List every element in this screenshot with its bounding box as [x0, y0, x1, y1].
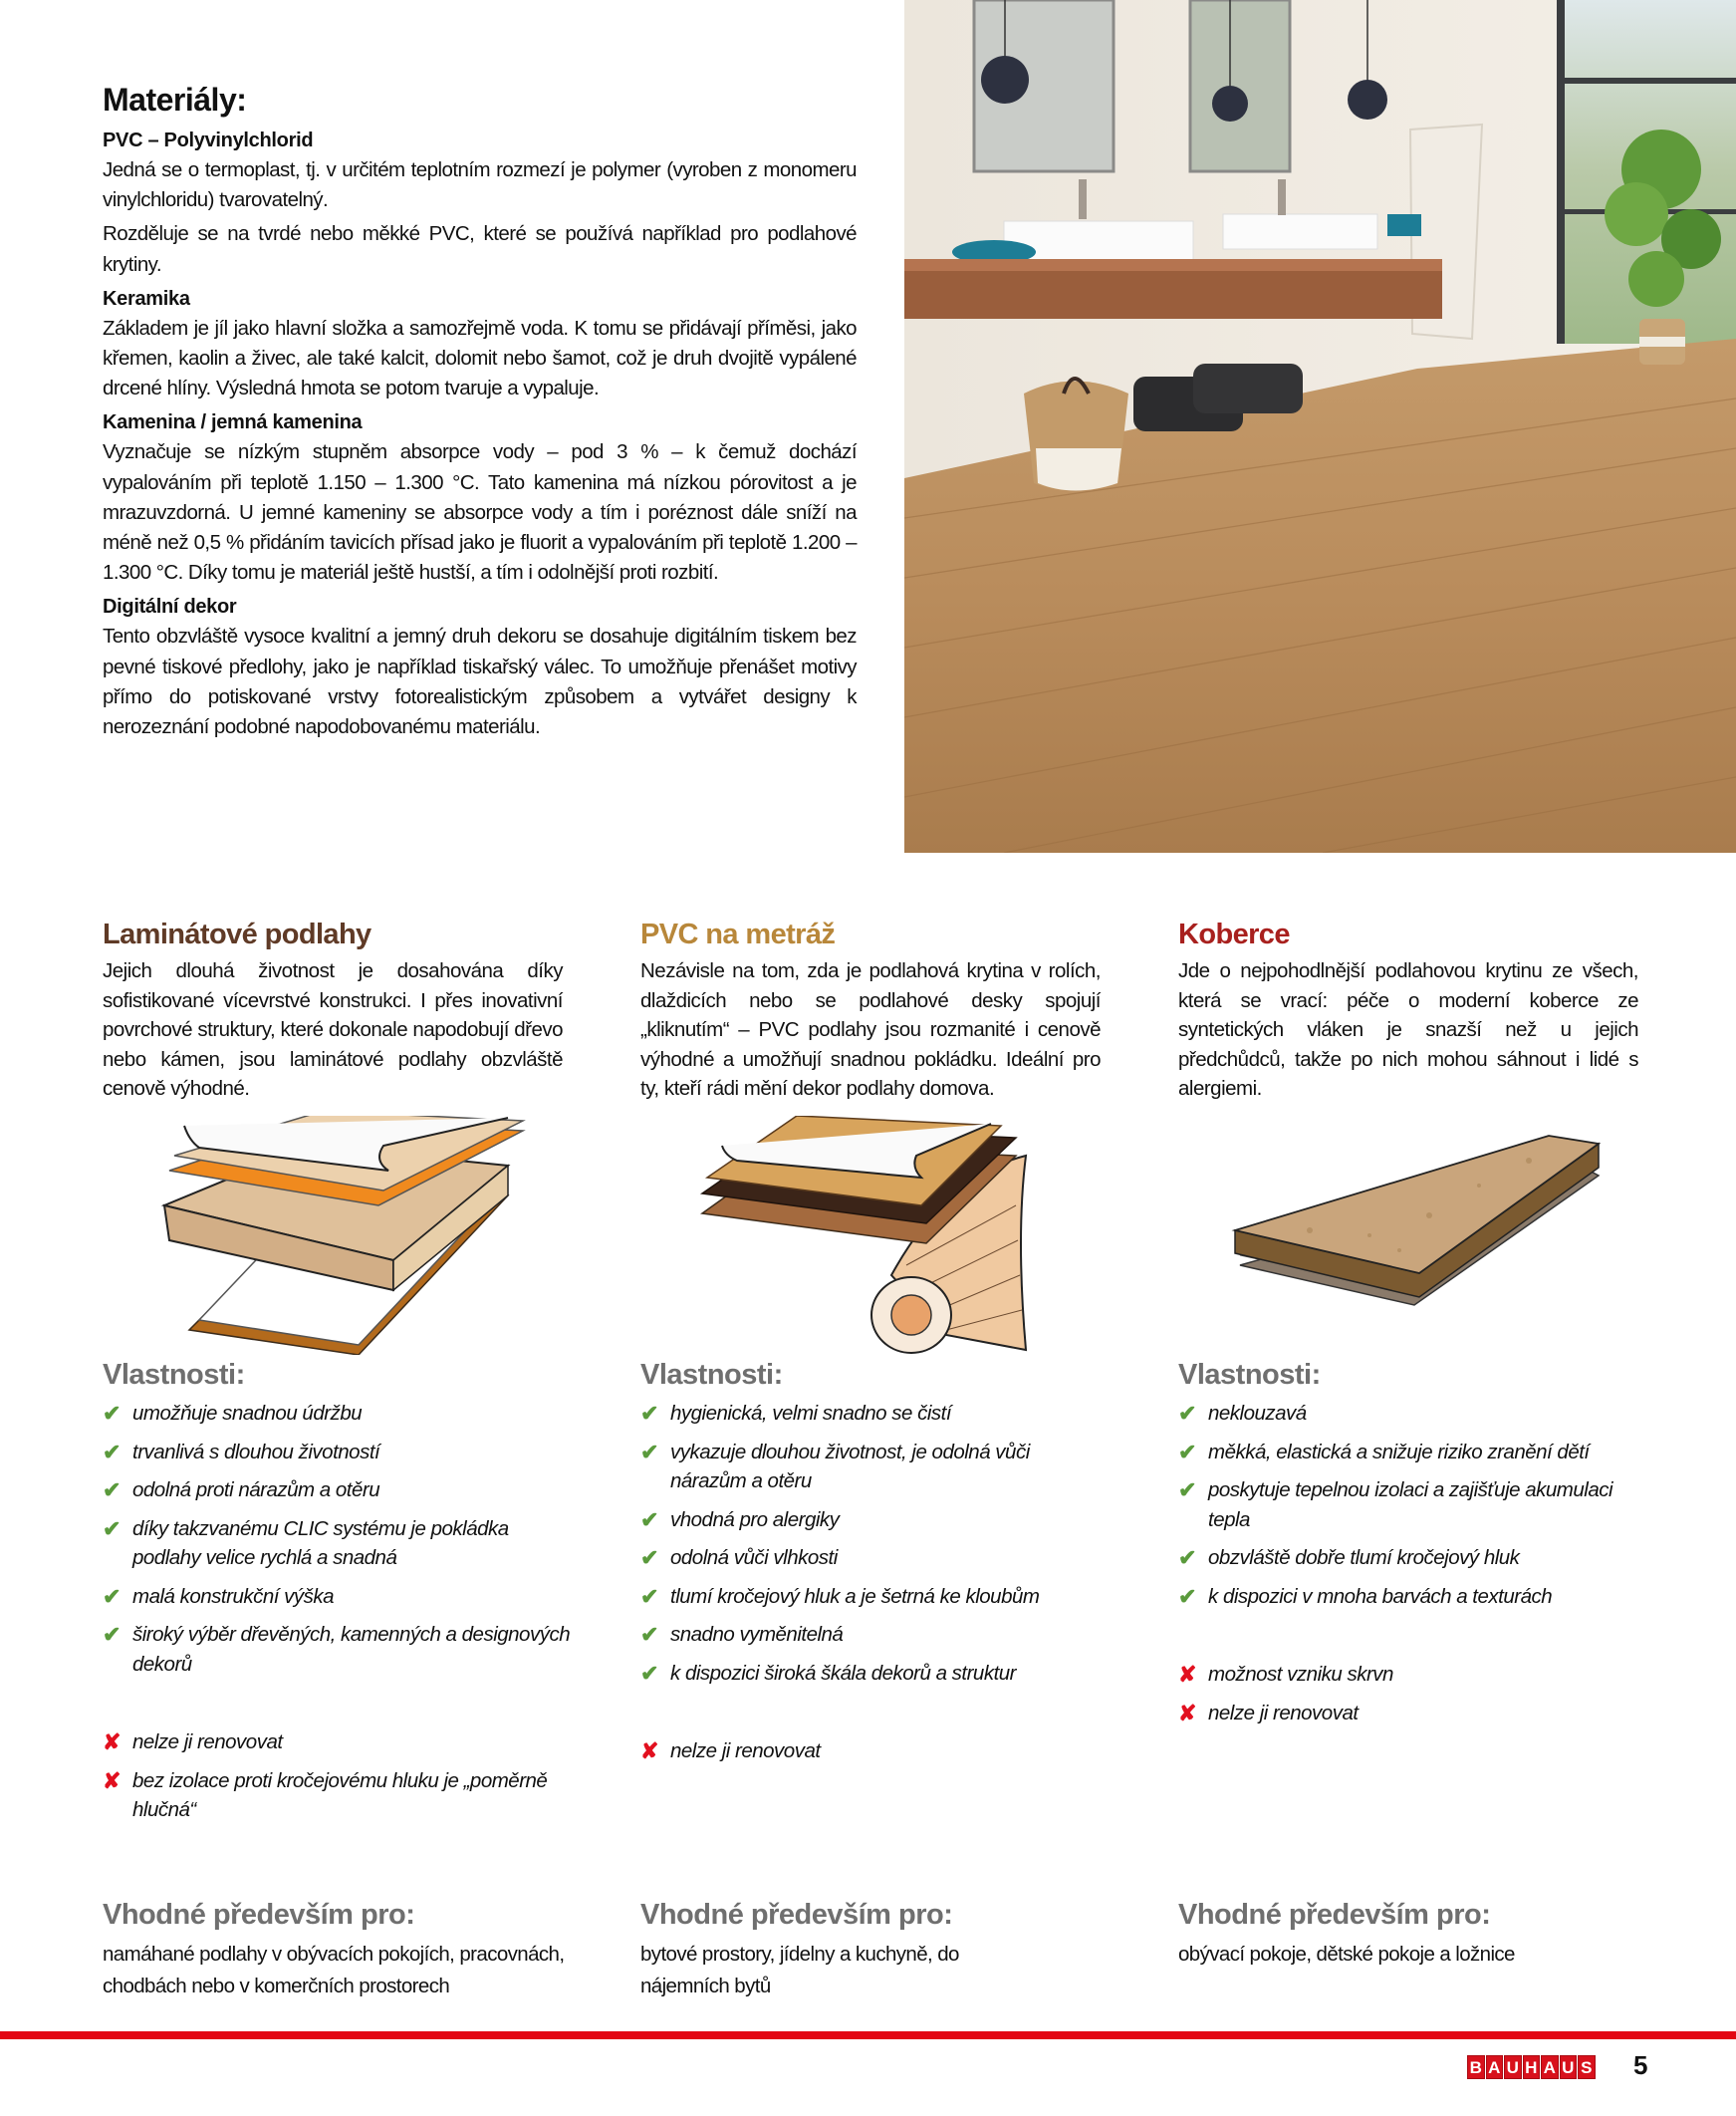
con-item [103, 1727, 571, 1757]
logo-letter: H [1523, 2055, 1541, 2079]
footer-divider [0, 2031, 1736, 2039]
item-text: neklouzavá [1208, 1402, 1307, 1425]
item-text: bez izolace proti kročejovému hluku je „poměrně hlučná“ [132, 1768, 548, 1821]
suitable-pvc [640, 1895, 1019, 2002]
suitable-text: namáhané podlahy v obývacích pokojích, pracovnách, chodbách nebo v komerčních prostorech [103, 1943, 565, 1997]
suitable-carpet [1178, 1895, 1676, 1971]
cross-icon: ✘ [103, 1729, 121, 1754]
checkmark-icon: ✔ [103, 1401, 121, 1426]
checkmark-icon: ✔ [103, 1439, 121, 1464]
suitable-title: Vhodné především pro: [103, 1899, 415, 1931]
cons-list [640, 1736, 1109, 1766]
pro-item [103, 1399, 571, 1429]
item-text: k dispozici široká škála dekorů a struktur [670, 1661, 1017, 1685]
checkmark-icon: ✔ [640, 1401, 658, 1426]
pro-item [103, 1582, 571, 1612]
cons-list [1178, 1660, 1646, 1727]
photo-illustration [904, 0, 1736, 853]
checkmark-icon: ✔ [103, 1583, 121, 1609]
column-pvc [640, 915, 1101, 1104]
section-heading-digitalni-dekor: Digitální dekor [103, 596, 237, 619]
materials-title: Materiály: [103, 82, 247, 118]
con-item [103, 1766, 571, 1825]
checkmark-icon: ✔ [640, 1622, 658, 1647]
page-number: 5 [1633, 2050, 1648, 2080]
item-text: vhodná pro alergiky [670, 1507, 840, 1531]
section-paragraph: Jedná se o termoplast, tj. v určitém teplotním rozmezí je polymer (vyroben z monomeru vinylchloridu) tvarovatelný. [103, 158, 857, 212]
checkmark-icon: ✔ [1178, 1545, 1196, 1570]
section-heading-kamenina: Kamenina / jemná kamenina [103, 411, 363, 434]
logo-letter: A [1486, 2055, 1504, 2079]
pro-item [103, 1620, 571, 1679]
suitable-text: obývací pokoje, dětské pokoje a ložnice [1178, 1943, 1515, 1966]
properties-title: Vlastnosti: [103, 1359, 245, 1391]
section-heading-pvc: PVC – Polyvinylchlorid [103, 130, 314, 151]
pro-item [640, 1505, 1109, 1535]
checkmark-icon: ✔ [640, 1660, 658, 1686]
logo-letter: U [1560, 2055, 1578, 2079]
dark-basket [1193, 364, 1303, 413]
pro-item [103, 1514, 571, 1573]
cross-icon: ✘ [1178, 1662, 1196, 1687]
bauhaus-logo [1467, 2055, 1596, 2079]
properties-title: Vlastnosti: [640, 1359, 783, 1391]
laminate-layers-illustration [129, 1116, 528, 1355]
pro-item [640, 1659, 1109, 1689]
item-text: tlumí kročejový hluk a je šetrná ke kloubům [670, 1584, 1040, 1608]
column-carpet [1178, 915, 1638, 1104]
checkmark-icon: ✔ [1178, 1477, 1196, 1502]
item-text: malá konstrukční výška [132, 1584, 335, 1608]
bathroom-floor-photo [904, 0, 1736, 853]
section-paragraph: Základem je jíl jako hlavní složka a samozřejmě voda. K tomu se přidávají příměsi, jako křemen, kaolin a živec, ale také kalcit, dolomit nebo šamot, což je druh dvojitě vypálené drcené hlíny. Výsledná hmota se potom tvaruje a vypaluje. [103, 316, 857, 400]
item-text: snadno vyměnitelná [670, 1623, 844, 1646]
checkmark-icon: ✔ [640, 1545, 658, 1570]
column-title: PVC na metráž [640, 919, 836, 950]
column-intro: Jde o nejpohodlnější podlahovou krytinu ze všech, která se vrací: péče o moderní koberce ze syntetických vláken je snazší než u jejich předchůdců, takže po nich mohou sáhnout i lidé s alergiemi. [1178, 959, 1638, 1100]
suitable-title: Vhodné především pro: [640, 1899, 953, 1931]
item-text: nelze ji renovovat [670, 1739, 821, 1762]
section-heading-keramika: Keramika [103, 287, 190, 310]
pro-item [640, 1543, 1109, 1573]
item-text: poskytuje tepelnou izolaci a zajišťuje akumulaci tepla [1208, 1478, 1613, 1531]
cons-list [103, 1727, 571, 1825]
pro-item [640, 1620, 1109, 1650]
pro-item [103, 1475, 571, 1505]
section-paragraph: Rozděluje se na tvrdé nebo měkké PVC, které se používá například pro podlahové krytiny. [103, 222, 857, 276]
item-text: odolná proti nárazům a otěru [132, 1478, 380, 1501]
pro-item [640, 1582, 1109, 1612]
pvc-roll-illustration [697, 1116, 1076, 1355]
checkmark-icon: ✔ [1178, 1439, 1196, 1464]
checkmark-icon: ✔ [103, 1622, 121, 1647]
pros-list [1178, 1399, 1646, 1611]
checkmark-icon: ✔ [103, 1477, 121, 1502]
pro-item [103, 1438, 571, 1467]
column-laminate [103, 915, 563, 1104]
item-text: umožňuje snadnou údržbu [132, 1402, 363, 1425]
checkmark-icon: ✔ [640, 1439, 658, 1464]
pro-item [640, 1438, 1109, 1496]
item-text: odolná vůči vlhkosti [670, 1546, 838, 1569]
pros-list [640, 1399, 1109, 1688]
item-text: trvanlivá s dlouhou životností [132, 1440, 380, 1463]
logo-letter: U [1504, 2055, 1522, 2079]
cross-icon: ✘ [103, 1767, 121, 1793]
column-title: Laminátové podlahy [103, 919, 372, 950]
checkmark-icon: ✔ [640, 1506, 658, 1532]
pro-item [640, 1399, 1109, 1429]
item-text: vykazuje dlouhou životnost, je odolná vůči nárazům a otěru [670, 1440, 1030, 1492]
item-text: nelze ji renovovat [132, 1730, 283, 1753]
item-text: široký výběr dřevěných, kamenných a designových dekorů [132, 1623, 571, 1676]
cross-icon: ✘ [640, 1738, 658, 1763]
column-title: Koberce [1178, 919, 1290, 950]
pro-item [1178, 1543, 1646, 1573]
pro-item [1178, 1399, 1646, 1429]
pro-item [1178, 1438, 1646, 1467]
pendant-lamp [981, 56, 1029, 104]
logo-letter: B [1467, 2055, 1485, 2079]
pros-list [103, 1399, 571, 1679]
suitable-title: Vhodné především pro: [1178, 1899, 1491, 1931]
item-text: obzvláště dobře tlumí kročejový hluk [1208, 1546, 1520, 1569]
con-item [1178, 1699, 1646, 1728]
section-paragraph: Vyznačuje se nízkým stupněm absorpce vody – pod 3 % – k čemuž dochází vypalováním při teplotě 1.150 – 1.300 °C. Tato kamenina má nízkou pórovitost a je mrazuvzdorná. U jemné kameniny se absorpce vody a tím i poréznost dále sníží na méně než 0,5 % přidáním tavicích přísad jako je fluorit a vypalováním při teplotě 1.200 – 1.300 °C. Díky tomu je materiál ještě hustší, a tím i odolnější proti rozbití. [103, 440, 857, 585]
pendant-lamp [1212, 86, 1248, 122]
properties-laminate [103, 1355, 571, 1834]
materials-section [103, 80, 857, 746]
checkmark-icon: ✔ [640, 1583, 658, 1609]
item-text: nelze ji renovovat [1208, 1701, 1359, 1724]
checkmark-icon: ✔ [1178, 1583, 1196, 1609]
pro-item [1178, 1582, 1646, 1612]
column-intro: Nezávisle na tom, zda je podlahová krytina v rolích, dlaždicích nebo se podlahové desky spojují „kliknutím“ – PVC podlahy jsou rozmanité i cenově výhodné a umožňují snadnou pokládku. Ideální pro ty, kteří rádi mění dekor podlahy domova. [640, 959, 1101, 1100]
properties-carpet [1178, 1355, 1646, 1736]
con-item [640, 1736, 1109, 1766]
sink [1223, 214, 1377, 249]
suitable-text: bytové prostory, jídelny a kuchyně, do nájemních bytů [640, 1943, 959, 1997]
suitable-laminate [103, 1895, 601, 2002]
carpet-tile-illustration [1230, 1116, 1609, 1355]
column-intro: Jejich dlouhá životnost je dosahována díky sofistikované vícevrstvé konstrukci. I přes inovativní povrchové struktury, které dokonale napodobují dřevo nebo kámen, jsou laminátové podlahy obzvláště cenově výhodné. [103, 959, 563, 1100]
pendant-lamp [1348, 80, 1387, 120]
logo-letter: S [1578, 2055, 1596, 2079]
con-item [1178, 1660, 1646, 1690]
checkmark-icon: ✔ [1178, 1401, 1196, 1426]
item-text: hygienická, velmi snadno se čistí [670, 1402, 952, 1425]
logo-letter: A [1541, 2055, 1559, 2079]
properties-title: Vlastnosti: [1178, 1359, 1321, 1391]
section-paragraph: Tento obzvláště vysoce kvalitní a jemný druh dekoru se dosahuje digitálním tiskem bez pevné tiskové předlohy, jako je například tiskařský válec. To umožňuje přenášet motivy přímo do potiskované vrstvy fotorealistickým způsobem a vytvářet designy k nerozeznání podobné napodobovanému materiálu. [103, 625, 857, 739]
cross-icon: ✘ [1178, 1700, 1196, 1725]
item-text: díky takzvanému CLIC systému je pokládka podlahy velice rychlá a snadná [132, 1516, 509, 1569]
mirror [1190, 0, 1290, 171]
pro-item [1178, 1475, 1646, 1534]
item-text: možnost vzniku skrvn [1208, 1663, 1393, 1686]
item-text: měkká, elastická a snižuje riziko zranění dětí [1208, 1440, 1590, 1463]
item-text: k dispozici v mnoha barvách a texturách [1208, 1584, 1553, 1608]
properties-pvc [640, 1355, 1109, 1775]
checkmark-icon: ✔ [103, 1515, 121, 1541]
